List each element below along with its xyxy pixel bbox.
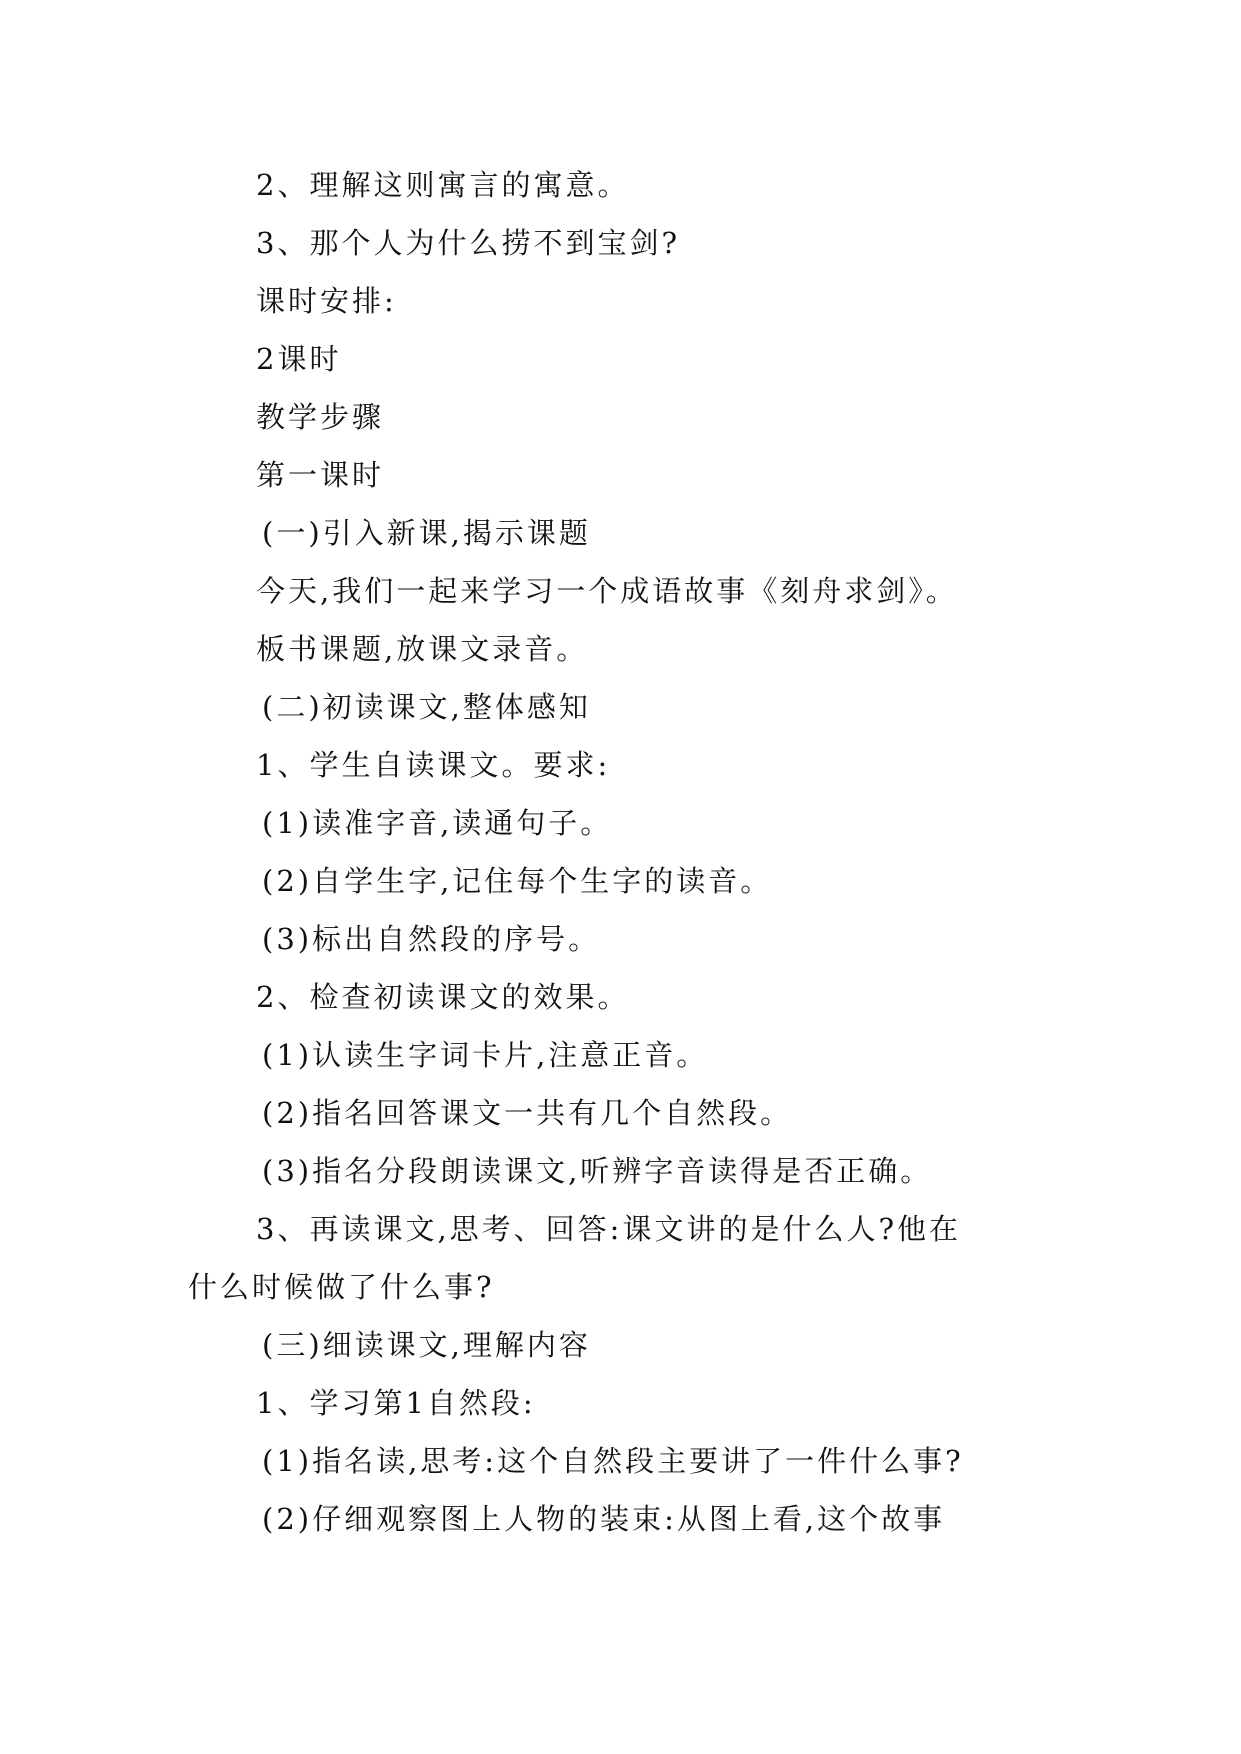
text-line: (2)自学生字,记住每个生字的读音。: [262, 864, 773, 898]
text-line: 3、再读课文,思考、回答:课文讲的是什么人?他在: [256, 1212, 961, 1246]
text-line: 课时安排:: [256, 284, 397, 318]
section-heading: (一)引入新课,揭示课题: [262, 516, 591, 550]
text-line: 2、理解这则寓言的寓意。: [256, 168, 630, 202]
section-heading: (三)细读课文,理解内容: [262, 1328, 591, 1362]
text-line: (2)仔细观察图上人物的装束:从图上看,这个故事: [262, 1502, 946, 1536]
text-line: 1、学生自读课文。要求:: [256, 748, 611, 782]
text-line: (1)认读生字词卡片,注意正音。: [262, 1038, 709, 1072]
text-line: (1)读准字音,读通句子。: [262, 806, 613, 840]
text-line: 1、学习第1自然段:: [256, 1386, 536, 1420]
section-heading: (二)初读课文,整体感知: [262, 690, 591, 724]
text-line: (1)指名读,思考:这个自然段主要讲了一件什么事?: [262, 1444, 964, 1478]
text-line: 板书课题,放课文录音。: [256, 632, 589, 666]
text-line: 今天,我们一起来学习一个成语故事《刻舟求剑》。: [256, 574, 958, 608]
text-line: 什么时候做了什么事?: [188, 1270, 495, 1304]
text-line: 第一课时: [256, 458, 385, 492]
text-line: 2、检查初读课文的效果。: [256, 980, 630, 1014]
text-line: 2课时: [256, 342, 342, 376]
text-line: (3)标出自然段的序号。: [262, 922, 601, 956]
text-line: (3)指名分段朗读课文,听辨字音读得是否正确。: [262, 1154, 933, 1188]
text-line: 教学步骤: [256, 400, 385, 434]
text-line: 3、那个人为什么捞不到宝剑?: [256, 226, 680, 260]
text-line: (2)指名回答课文一共有几个自然段。: [262, 1096, 793, 1130]
